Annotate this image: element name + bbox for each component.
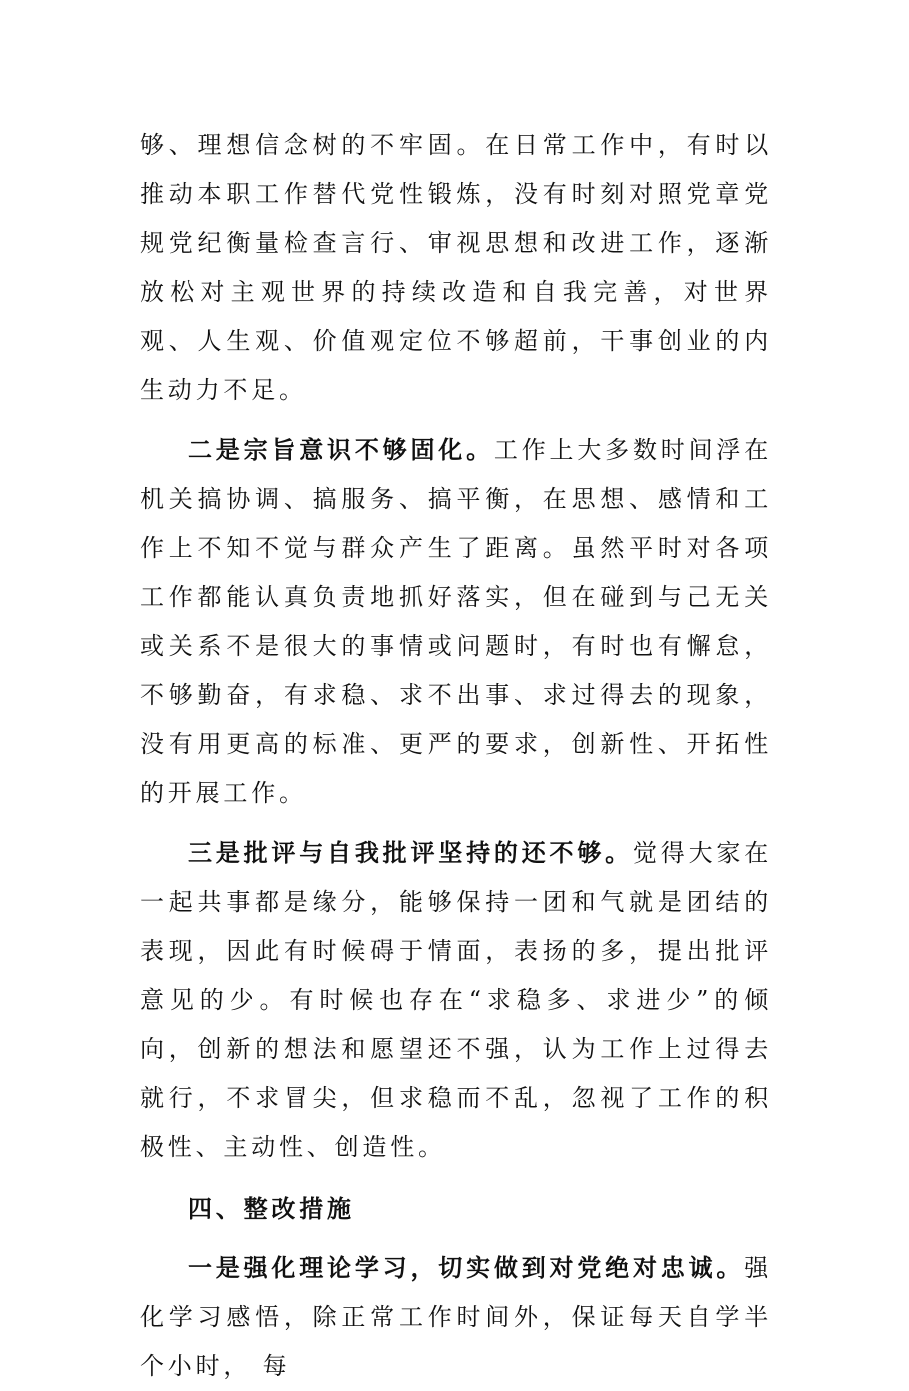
document-body bbox=[140, 121, 772, 1391]
paragraph-continuation bbox=[140, 121, 772, 415]
paragraph-text: 觉得大家在一起共事都是缘分，能够保持一团和气就是团结的表现，因此有时候碍于情面，表扬的多，提出批评意见的少。有时候也存在“求稳多、求进少”的倾向，创新的想法和愿望还不强，认为工作上过得去就行，不求冒尖，但求稳而不乱，忽视了工作的积极性、主动性、创造性。 bbox=[140, 839, 772, 1161]
paragraph-text: 强化学习感悟，除正常工作时间外，保证每天自学半个小时， 每 bbox=[140, 1254, 772, 1380]
paragraph-criticism bbox=[140, 828, 772, 1172]
paragraph-text: 够、理想信念树的不牢固。在日常工作中，有时以推动本职工作替代党性锻炼，没有时刻对照党章党规党纪衡量检查言行、审视思想和改进工作，逐渐放松对主观世界的持续改造和自我完善，对世界观、人生观、价值观定位不够超前，干事创业的内生动力不足。 bbox=[140, 131, 772, 404]
paragraph-purpose-awareness bbox=[140, 425, 772, 818]
paragraph-text: 工作上大多数时间浮在机关搞协调、搞服务、搞平衡，在思想、感情和工作上不知不觉与群众产生了距离。虽然平时对各项工作都能认真负责地抓好落实，但在碰到与己无关或关系不是很大的事情或问题时，有时也有懈怠，不够勤奋，有求稳、求不出事、求过得去的现象，没有用更高的标准、更严的要求，创新性、开拓性的开展工作。 bbox=[140, 436, 772, 807]
paragraph-lead: 一是强化理论学习，切实做到对党绝对忠诚。 bbox=[188, 1253, 745, 1282]
section-heading: 四、整改措施 bbox=[188, 1194, 355, 1223]
paragraph-lead: 三是批评与自我批评坚持的还不够。 bbox=[188, 838, 633, 867]
paragraph-lead: 二是宗旨意识不够固化。 bbox=[188, 435, 494, 464]
paragraph-measure-theory bbox=[140, 1243, 772, 1391]
